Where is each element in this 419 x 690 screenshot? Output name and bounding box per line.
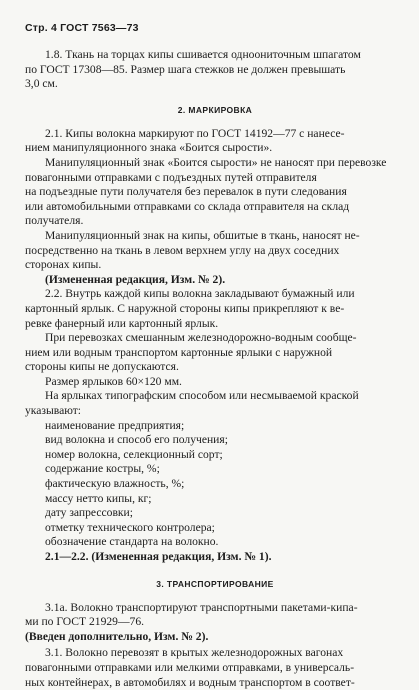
clause-2-1-line: 2.1. Кипы волокна маркируют по ГОСТ 14192—77 с нанесе- bbox=[45, 126, 345, 140]
label-size: Размер ярлыков 60×120 мм. bbox=[45, 374, 182, 388]
amendment-note: (Измененная редакция, Изм. № 2). bbox=[45, 272, 226, 286]
clause-2-2-line: нием или водным транспортом картонные ярлыки с наружной bbox=[25, 345, 333, 359]
clause-2-1-line: на подъездные пути получателя без перевалок в пути следования bbox=[25, 185, 347, 199]
page-header: Стр. 4 ГОСТ 7563—73 bbox=[25, 22, 139, 34]
list-item: наименование предприятия; bbox=[45, 418, 185, 432]
clause-2-2-line: На ярлыках типографским способом или несмываемой краской bbox=[45, 389, 359, 403]
clause-3-1a-line: 3.1а. Волокно транспортируют транспортными пакетами-кипа- bbox=[45, 600, 358, 614]
list-item: обозначение стандарта на волокно. bbox=[45, 535, 219, 549]
clause-1-8-line: 1.8. Ткань на торцах кипы сшивается одноониточным шпагатом bbox=[45, 48, 361, 61]
amendment-note: 2.1—2.2. (Измененная редакция, Изм. № 1). bbox=[45, 550, 272, 563]
clause-2-2-line: указывают: bbox=[25, 404, 82, 418]
amendment-note: (Введен дополнительно, Изм. № 2). bbox=[25, 629, 209, 643]
clause-2-1-line: или автомобильными отправками со склада отправителя на склад bbox=[25, 199, 350, 213]
clause-2-1-line: сторонах кипы. bbox=[25, 258, 102, 272]
list-item: отметку технического контролера; bbox=[45, 520, 215, 534]
list-item: массу нетто кипы, кг; bbox=[45, 491, 152, 505]
section-2-title: 2. МАРКИРОВКА bbox=[177, 104, 253, 115]
clause-3-1-line: повагонными отправками или мелкими отправками, в универсаль- bbox=[25, 660, 355, 674]
clause-2-1-line: повагонными отправками с подъездных путей отправителя bbox=[25, 170, 317, 184]
list-item: вид волокна и способ его получения; bbox=[45, 433, 228, 447]
section-3-title: 3. ТРАНСПОРТИРОВАНИЕ bbox=[156, 578, 274, 589]
clause-2-1-line: нием манипуляционного знака «Боится сырости». bbox=[25, 141, 273, 155]
list-item: фактическую влажность, %; bbox=[45, 477, 185, 491]
clause-2-1-line: Манипуляционный знак на кипы, обшитые в ткань, наносят не- bbox=[45, 228, 360, 242]
clause-2-2-line: стороны кипы не допускаются. bbox=[25, 360, 179, 374]
clause-3-1-line: ных контейнерах, в автомобилях и водным транспортом в соответ- bbox=[25, 675, 355, 689]
clause-2-1-line: посредственно на ткань в левом верхнем углу на двух соседних bbox=[25, 243, 340, 257]
list-item: дату запрессовки; bbox=[45, 506, 133, 520]
clause-1-8-line: по ГОСТ 17308—85. Размер шага стежков не должен превышать bbox=[25, 62, 346, 76]
clause-2-1-line: Манипуляционный знак «Боится сырости» не наносят при перевозке bbox=[45, 155, 387, 169]
clause-3-1a-line: ми по ГОСТ 21929—76. bbox=[25, 615, 145, 629]
clause-2-2-line: При перевозках смешанным железнодорожно-водным сообще- bbox=[45, 331, 357, 345]
clause-2-2-line: 2.2. Внутрь каждой кипы волокна закладывают бумажный или bbox=[45, 287, 355, 301]
clause-2-1-line: получателя. bbox=[25, 214, 84, 228]
clause-3-1-line: 3.1. Волокно перевозят в крытых железнодорожных вагонах bbox=[45, 646, 344, 660]
list-item: содержание костры, %; bbox=[45, 462, 160, 476]
list-item: номер волокна, селекционный сорт; bbox=[45, 447, 223, 461]
clause-2-2-line: картонный ярлык. С наружной стороны кипы прикрепляют к ве- bbox=[25, 301, 345, 315]
clause-2-2-line: ревке фанерный или картонный ярлык. bbox=[25, 316, 219, 330]
clause-1-8-line: 3,0 см. bbox=[25, 77, 58, 91]
